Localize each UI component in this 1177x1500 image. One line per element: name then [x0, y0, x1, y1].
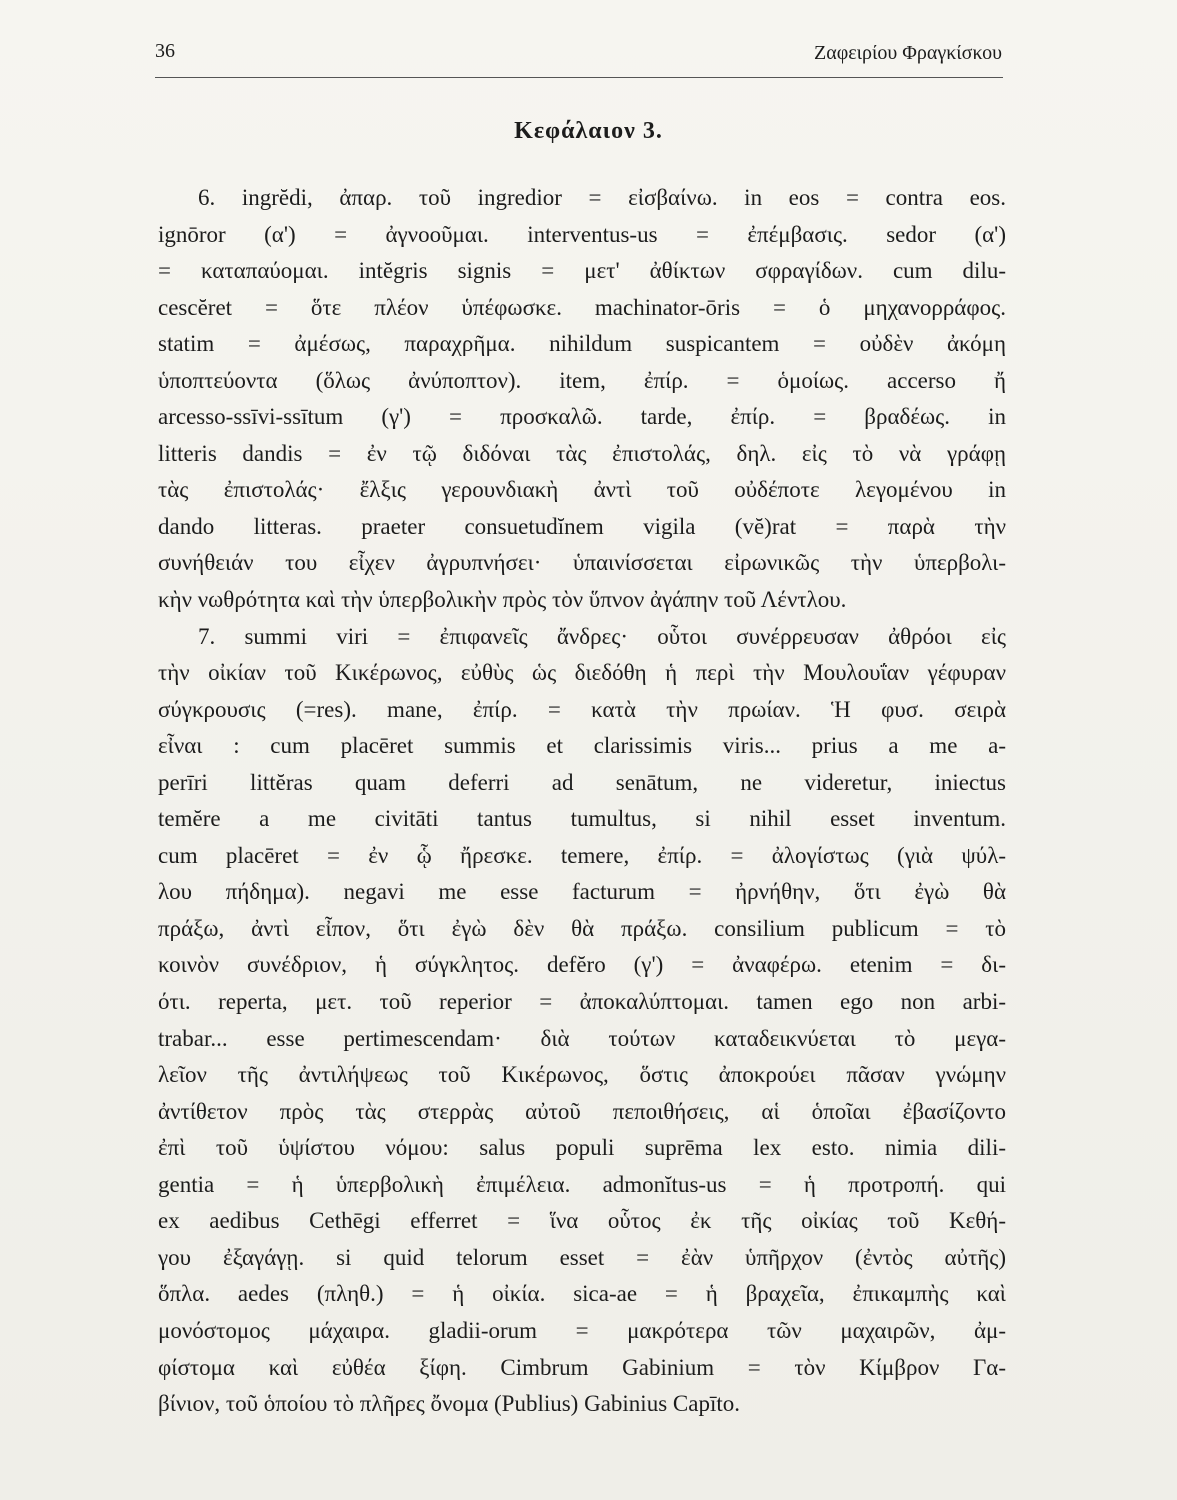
text-line: cum placēret = ἐν ᾧ ἤρεσκε. temere, ἐπίρ. = ἀλογίστως (γιὰ ψύλ-: [158, 842, 1006, 868]
text-line: 6. ingrĕdi, ἀπαρ. τοῦ ingredior = εἰσβαίνω. in eos = contra eos.: [198, 185, 1006, 210]
text-line: statim = ἀμέσως, παραχρῆμα. nihildum suspicantem = οὐδὲν ἀκόμη: [158, 331, 1006, 357]
text-line: ἐπὶ τοῦ ὑψίστου νόμου: salus populi suprēma lex esto. nimia dili-: [158, 1135, 1006, 1161]
text-line: dando litteras. praeter consuetudĭnem vigila (vĕ)rat = παρὰ τὴν: [158, 513, 1006, 539]
header-rule: [155, 77, 1003, 78]
text-line: ότι. reperta, μετ. τοῦ reperior = ἀποκαλύπτομαι. tamen ego non arbi-: [158, 989, 1006, 1015]
text-line: μονόστομος μάχαιρα. gladii-orum = μακρότερα τῶν μαχαιρῶν, ἀμ-: [158, 1317, 1006, 1343]
text-line: ὑποπτεύοντα (ὅλως ἀνύποπτον). item, ἐπίρ. = ὁμοίως. accerso ἤ: [158, 367, 1006, 393]
text-line: τὴν οἰκίαν τοῦ Κικέρωνος, εὐθὺς ὡς διεδόθη ἡ περὶ τὴν Μουλουΐαν γέφυραν: [158, 660, 1006, 686]
chapter-title: Κεφάλαιον 3.: [514, 118, 663, 144]
text-line: γου ἐξαγάγῃ. si quid telorum esset = ἐὰν ὑπῆρχον (ἐντὸς αὐτῆς): [158, 1244, 1006, 1270]
text-line: λεῖον τῆς ἀντιλήψεως τοῦ Κικέρωνος, ὅστις ἀποκρούει πᾶσαν γνώμην: [158, 1062, 1006, 1088]
text-line: litteris dandis = ἐν τῷ διδόναι τὰς ἐπιστολάς, δηλ. εἰς τὸ νὰ γράφῃ: [158, 440, 1006, 466]
commentary-body: [158, 180, 1006, 1423]
running-head: Ζαφειρίου Φραγκίσκου: [814, 42, 1002, 64]
text-line: εἶναι : cum placēret summis et clarissimis viris... prius a me a-: [158, 733, 1006, 759]
text-line: κοινὸν συνέδριον, ἡ σύγκλητος. defĕro (γ') = ἀναφέρω. etenim = δι-: [158, 952, 1006, 978]
text-line: gentia = ἡ ὑπερβολικὴ ἐπιμέλεια. admonĭtus-us = ἡ προτροπή. qui: [158, 1171, 1006, 1197]
text-line: φίστομα καὶ εὐθέα ξίφη. Cimbrum Gabinium = τὸν Κίμβρον Γα-: [158, 1354, 1006, 1380]
text-line: ex aedibus Cethēgi efferret = ἵνα οὗτος ἐκ τῆς οἰκίας τοῦ Κεθή-: [158, 1208, 1006, 1234]
text-line: λου πήδημα). negavi me esse facturum = ἠρνήθην, ὅτι ἐγὼ θὰ: [158, 879, 1006, 905]
text-line: cescĕret = ὅτε πλέον ὑπέφωσκε. machinator-ōris = ὁ μηχανορράφος.: [158, 294, 1006, 320]
text-line: trabar... esse pertimescendam· διὰ τούτων καταδεικνύεται τὸ μεγα-: [158, 1025, 1006, 1051]
text-line: σύγκρουσις (=res). mane, ἐπίρ. = κατὰ τὴν πρωίαν. Ἡ φυσ. σειρὰ: [158, 696, 1006, 722]
text-line: κὴν νωθρότητα καὶ τὴν ὑπερβολικὴν πρὸς τὸν ὕπνον ἀγάπην τοῦ Λέντλου.: [158, 587, 847, 613]
text-line: ἀντίθετον πρὸς τὰς στερρὰς αὐτοῦ πεποιθήσεις, αἱ ὁποῖαι ἐβασίζοντο: [158, 1098, 1006, 1124]
text-line: perīri littĕras quam deferri ad senātum, ne videretur, iniectus: [158, 769, 1006, 795]
text-line: βίνιον, τοῦ ὁποίου τὸ πλῆρες ὄνομα (Publius) Gabinius Capīto.: [158, 1391, 740, 1417]
page-number: 36: [155, 40, 175, 62]
text-line: temĕre a me civitāti tantus tumultus, si nihil esset inventum.: [158, 806, 1006, 832]
text-line: πράξω, ἀντὶ εἶπον, ὅτι ἐγὼ δὲν θὰ πράξω. consilium publicum = τὸ: [158, 915, 1006, 941]
text-line: 7. summi viri = ἐπιφανεῖς ἄνδρες· οὗτοι συνέρρευσαν ἀθρόοι εἰς: [198, 623, 1006, 649]
text-line: arcesso-ssīvi-ssītum (γ') = προσκαλῶ. tarde, ἐπίρ. = βραδέως. in: [158, 404, 1006, 430]
text-line: ignōror (α') = ἀγνοοῦμαι. interventus-us = ἐπέμβασις. sedor (α'): [158, 221, 1006, 247]
text-line: τὰς ἐπιστολάς· ἔλξις γερουνδιακὴ ἀντὶ τοῦ οὐδέποτε λεγομένου in: [158, 477, 1006, 503]
text-line: συνήθειάν του εἶχεν ἀγρυπνήσει· ὑπαινίσσεται εἰρωνικῶς τὴν ὑπερβολι-: [158, 550, 1006, 576]
text-line: = καταπαύομαι. intĕgris signis = μετ' ἀθίκτων σφραγίδων. cum dilu-: [158, 258, 1006, 284]
text-line: ὅπλα. aedes (πληθ.) = ἡ οἰκία. sica-ae = ἡ βραχεῖα, ἐπικαμπὴς καὶ: [158, 1281, 1006, 1307]
